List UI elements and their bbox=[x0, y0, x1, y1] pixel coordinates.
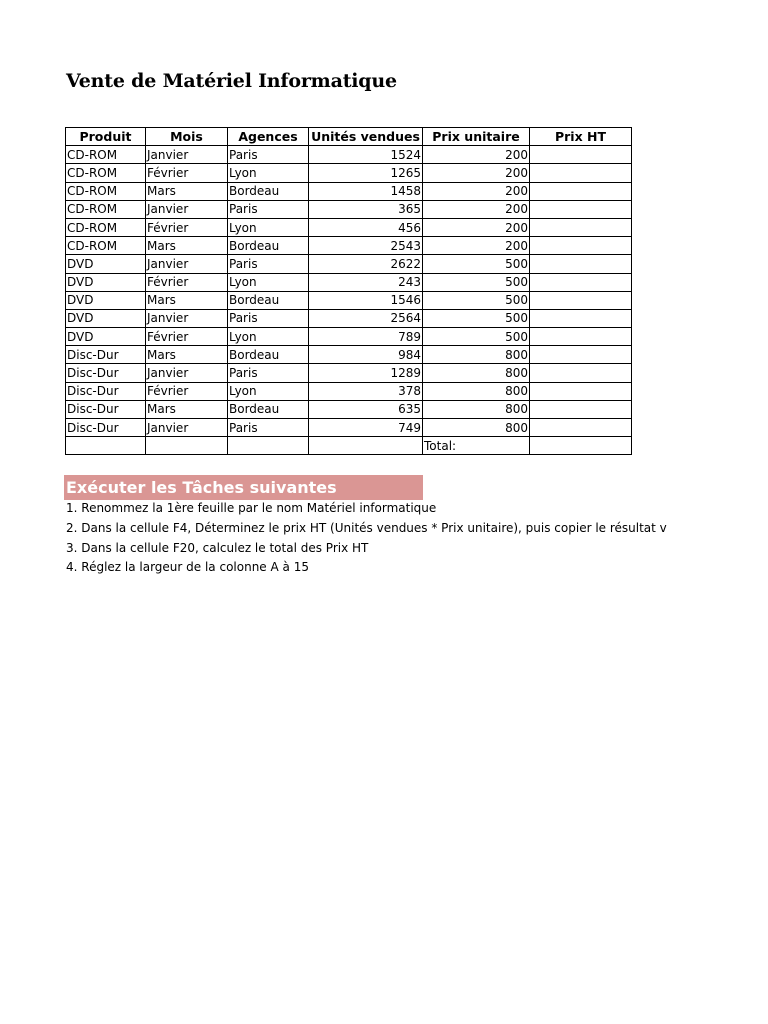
cell-prix-unitaire[interactable]: 200 bbox=[423, 218, 530, 236]
cell-prix-ht[interactable] bbox=[530, 200, 632, 218]
cell-produit[interactable]: DVD bbox=[66, 255, 146, 273]
table-row bbox=[66, 364, 632, 382]
task-item: 1. Renommez la 1ère feuille par le nom Matériel informatique bbox=[66, 501, 437, 515]
cell-mois[interactable]: Mars bbox=[146, 400, 228, 418]
cell-prix-unitaire[interactable]: 500 bbox=[423, 255, 530, 273]
cell-mois[interactable]: Mars bbox=[146, 291, 228, 309]
task-item: 3. Dans la cellule F20, calculez le total des Prix HT bbox=[66, 541, 369, 555]
header-mois[interactable]: Mois bbox=[146, 128, 228, 146]
cell-agences[interactable]: Bordeau bbox=[228, 182, 309, 200]
cell-prix-ht[interactable] bbox=[530, 182, 632, 200]
cell-mois[interactable]: Février bbox=[146, 382, 228, 400]
cell-prix-unitaire[interactable]: 200 bbox=[423, 164, 530, 182]
cell-unites-vendues[interactable]: 1265 bbox=[309, 164, 423, 182]
cell-prix-ht[interactable] bbox=[530, 273, 632, 291]
page-title: Vente de Matériel Informatique bbox=[66, 70, 397, 92]
table-row bbox=[66, 309, 632, 327]
cell-agences[interactable]: Paris bbox=[228, 419, 309, 437]
cell-agences[interactable]: Lyon bbox=[228, 273, 309, 291]
cell-prix-ht[interactable] bbox=[530, 164, 632, 182]
cell-mois[interactable]: Janvier bbox=[146, 419, 228, 437]
cell-produit[interactable]: CD-ROM bbox=[66, 237, 146, 255]
cell-prix-ht[interactable] bbox=[530, 309, 632, 327]
total-row bbox=[66, 437, 632, 455]
cell-produit[interactable]: Disc-Dur bbox=[66, 346, 146, 364]
header-agences[interactable]: Agences bbox=[228, 128, 309, 146]
table-row bbox=[66, 255, 632, 273]
cell-unites-vendues[interactable]: 365 bbox=[309, 200, 423, 218]
table-row bbox=[66, 164, 632, 182]
cell-mois[interactable]: Février bbox=[146, 328, 228, 346]
cell-prix-unitaire[interactable]: 500 bbox=[423, 309, 530, 327]
cell-produit[interactable]: DVD bbox=[66, 309, 146, 327]
cell-agences[interactable]: Lyon bbox=[228, 218, 309, 236]
cell-mois[interactable]: Janvier bbox=[146, 146, 228, 164]
cell-prix-ht[interactable] bbox=[530, 328, 632, 346]
table-row bbox=[66, 146, 632, 164]
cell-mois[interactable]: Janvier bbox=[146, 364, 228, 382]
cell-prix-unitaire[interactable]: 200 bbox=[423, 200, 530, 218]
cell-prix-ht[interactable] bbox=[530, 346, 632, 364]
cell-agences[interactable]: Paris bbox=[228, 309, 309, 327]
header-unites-vendues[interactable]: Unités vendues bbox=[309, 128, 423, 146]
sales-table bbox=[65, 127, 632, 455]
cell-unites-vendues[interactable]: 635 bbox=[309, 400, 423, 418]
cell-agences[interactable]: Lyon bbox=[228, 328, 309, 346]
cell-unites-vendues[interactable]: 1546 bbox=[309, 291, 423, 309]
cell-agences[interactable]: Bordeau bbox=[228, 400, 309, 418]
cell-agences[interactable]: Paris bbox=[228, 364, 309, 382]
cell-unites-vendues[interactable]: 378 bbox=[309, 382, 423, 400]
cell-agences[interactable]: Paris bbox=[228, 255, 309, 273]
cell-agences[interactable]: Lyon bbox=[228, 164, 309, 182]
total-label[interactable]: Total: bbox=[423, 437, 530, 455]
cell-prix-unitaire[interactable]: 500 bbox=[423, 273, 530, 291]
cell-produit[interactable]: CD-ROM bbox=[66, 146, 146, 164]
cell-prix-ht[interactable] bbox=[530, 400, 632, 418]
cell-unites-vendues[interactable]: 984 bbox=[309, 346, 423, 364]
cell-prix-ht[interactable] bbox=[530, 382, 632, 400]
cell-unites-vendues[interactable]: 243 bbox=[309, 273, 423, 291]
cell-prix-ht[interactable] bbox=[530, 237, 632, 255]
cell-produit[interactable]: CD-ROM bbox=[66, 164, 146, 182]
cell-produit[interactable]: CD-ROM bbox=[66, 200, 146, 218]
cell-prix-ht[interactable] bbox=[530, 146, 632, 164]
task-item: 4. Réglez la largeur de la colonne A à 15 bbox=[66, 560, 309, 574]
table-header-row bbox=[66, 128, 632, 146]
cell-mois[interactable]: Janvier bbox=[146, 200, 228, 218]
table-row bbox=[66, 237, 632, 255]
cell-produit[interactable]: Disc-Dur bbox=[66, 419, 146, 437]
cell-mois[interactable]: Février bbox=[146, 273, 228, 291]
empty-cell[interactable] bbox=[66, 437, 146, 455]
cell-prix-unitaire[interactable]: 200 bbox=[423, 182, 530, 200]
cell-produit[interactable]: DVD bbox=[66, 328, 146, 346]
header-prix-unitaire[interactable]: Prix unitaire bbox=[423, 128, 530, 146]
header-produit[interactable]: Produit bbox=[66, 128, 146, 146]
cell-prix-unitaire[interactable]: 500 bbox=[423, 291, 530, 309]
header-prix-ht[interactable]: Prix HT bbox=[530, 128, 632, 146]
empty-cell[interactable] bbox=[146, 437, 228, 455]
cell-agences[interactable]: Bordeau bbox=[228, 237, 309, 255]
cell-prix-unitaire[interactable]: 800 bbox=[423, 419, 530, 437]
cell-unites-vendues[interactable]: 1458 bbox=[309, 182, 423, 200]
cell-produit[interactable]: Disc-Dur bbox=[66, 364, 146, 382]
cell-produit[interactable]: DVD bbox=[66, 291, 146, 309]
cell-prix-unitaire[interactable]: 200 bbox=[423, 146, 530, 164]
cell-agences[interactable]: Bordeau bbox=[228, 291, 309, 309]
cell-prix-unitaire[interactable]: 800 bbox=[423, 364, 530, 382]
cell-mois[interactable]: Janvier bbox=[146, 309, 228, 327]
cell-agences[interactable]: Paris bbox=[228, 200, 309, 218]
cell-mois[interactable]: Mars bbox=[146, 346, 228, 364]
table-row bbox=[66, 200, 632, 218]
table-row bbox=[66, 218, 632, 236]
cell-produit[interactable]: CD-ROM bbox=[66, 218, 146, 236]
cell-unites-vendues[interactable]: 2543 bbox=[309, 237, 423, 255]
cell-prix-unitaire[interactable]: 500 bbox=[423, 328, 530, 346]
cell-mois[interactable]: Février bbox=[146, 164, 228, 182]
cell-unites-vendues[interactable]: 749 bbox=[309, 419, 423, 437]
table-row bbox=[66, 273, 632, 291]
cell-produit[interactable]: DVD bbox=[66, 273, 146, 291]
table-row bbox=[66, 328, 632, 346]
tasks-banner: Exécuter les Tâches suivantes bbox=[64, 475, 423, 500]
cell-prix-unitaire[interactable]: 200 bbox=[423, 237, 530, 255]
table-row bbox=[66, 291, 632, 309]
table-row bbox=[66, 182, 632, 200]
cell-unites-vendues[interactable]: 2622 bbox=[309, 255, 423, 273]
cell-mois[interactable]: Mars bbox=[146, 182, 228, 200]
cell-prix-unitaire[interactable]: 800 bbox=[423, 382, 530, 400]
cell-unites-vendues[interactable]: 789 bbox=[309, 328, 423, 346]
cell-produit[interactable]: Disc-Dur bbox=[66, 400, 146, 418]
total-value-cell[interactable] bbox=[530, 437, 632, 455]
cell-prix-ht[interactable] bbox=[530, 255, 632, 273]
cell-unites-vendues[interactable]: 456 bbox=[309, 218, 423, 236]
cell-agences[interactable]: Bordeau bbox=[228, 346, 309, 364]
cell-produit[interactable]: CD-ROM bbox=[66, 182, 146, 200]
empty-cell[interactable] bbox=[309, 437, 423, 455]
empty-cell[interactable] bbox=[228, 437, 309, 455]
table-row bbox=[66, 346, 632, 364]
table-row bbox=[66, 400, 632, 418]
cell-agences[interactable]: Lyon bbox=[228, 382, 309, 400]
cell-unites-vendues[interactable]: 2564 bbox=[309, 309, 423, 327]
cell-mois[interactable]: Janvier bbox=[146, 255, 228, 273]
cell-mois[interactable]: Mars bbox=[146, 237, 228, 255]
cell-prix-ht[interactable] bbox=[530, 364, 632, 382]
cell-prix-ht[interactable] bbox=[530, 419, 632, 437]
cell-prix-unitaire[interactable]: 800 bbox=[423, 400, 530, 418]
table-row bbox=[66, 419, 632, 437]
table-row bbox=[66, 382, 632, 400]
task-item: 2. Dans la cellule F4, Déterminez le prix HT (Unités vendues * Prix unitaire), puis copier le résultat v bbox=[66, 521, 667, 535]
cell-agences[interactable]: Paris bbox=[228, 146, 309, 164]
cell-prix-ht[interactable] bbox=[530, 291, 632, 309]
cell-unites-vendues[interactable]: 1289 bbox=[309, 364, 423, 382]
cell-produit[interactable]: Disc-Dur bbox=[66, 382, 146, 400]
cell-mois[interactable]: Février bbox=[146, 218, 228, 236]
cell-prix-ht[interactable] bbox=[530, 218, 632, 236]
cell-unites-vendues[interactable]: 1524 bbox=[309, 146, 423, 164]
cell-prix-unitaire[interactable]: 800 bbox=[423, 346, 530, 364]
